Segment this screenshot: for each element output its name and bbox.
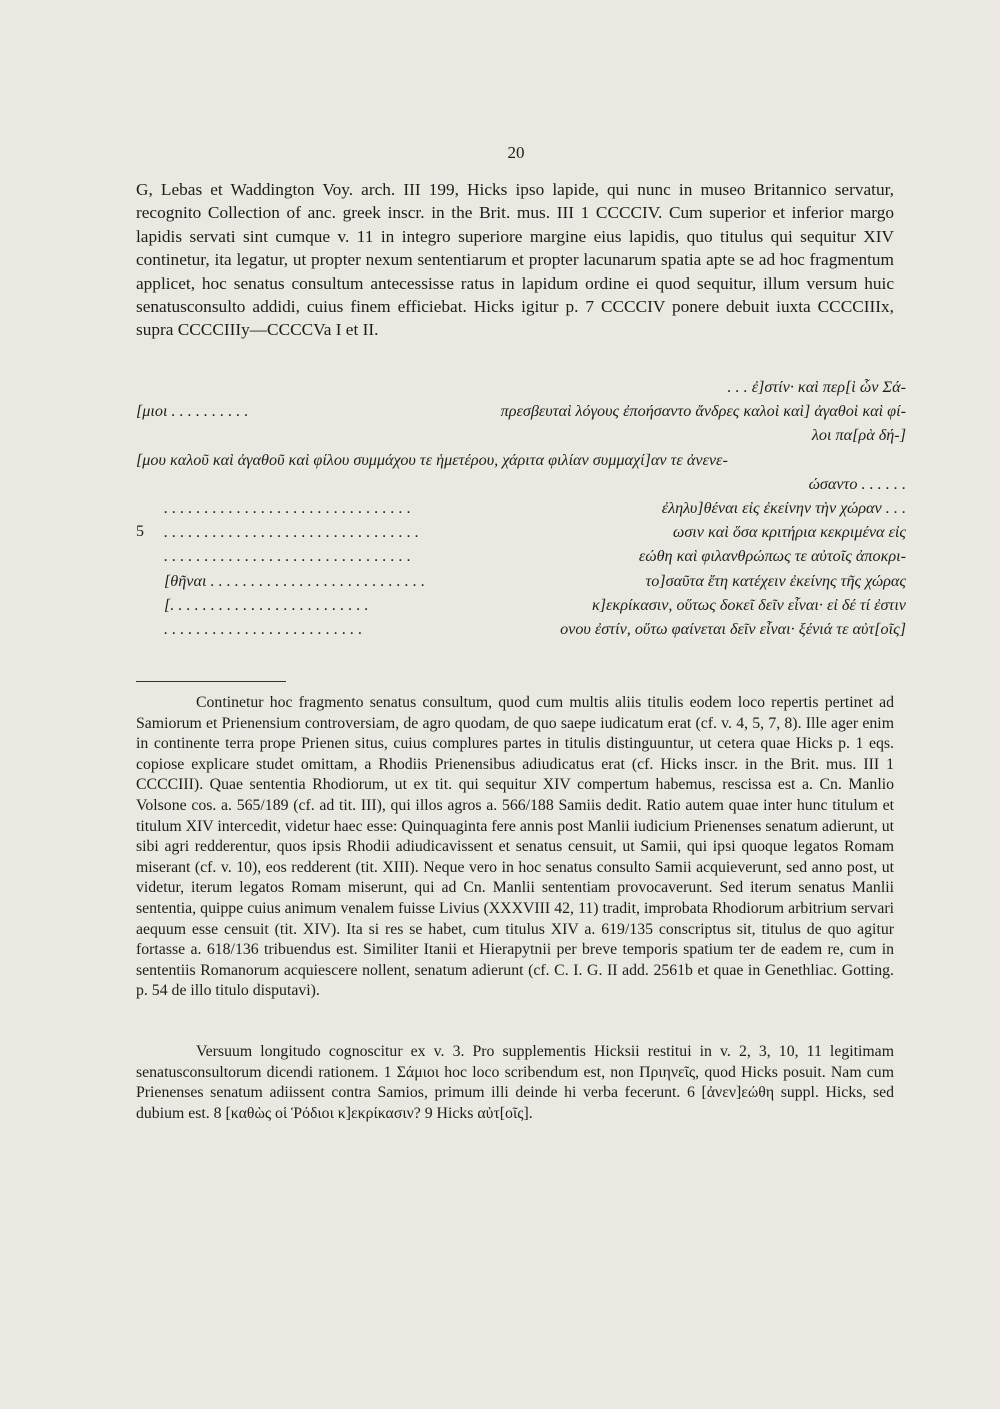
line-left: [θῆναι . . . . . . . . . . . . . . . . . . . . . . . . . . .	[164, 571, 425, 590]
line-right: ώσαντο . . . . . .	[808, 474, 906, 493]
inscription-line	[136, 375, 906, 399]
inscription-line	[136, 617, 906, 641]
line-right: ονου ἐστίν, οὕτω φαίνεται δεῖν εἶναι· ξένιά τε αὐτ[οῖς]	[560, 619, 906, 638]
inscription-line	[136, 569, 906, 593]
line-left: [μιοι . . . . . . . . . .	[136, 402, 249, 421]
line-left: [μου καλοῦ καὶ ἀγαθοῦ καὶ φίλου συμμάχου τε ἡμετέρου, χάριτα φιλίαν συμμαχί]αν τε ἀνενε-	[136, 450, 728, 469]
inscription-line	[136, 399, 906, 423]
line-right: . . . ἐ]στίν· καὶ περ[ὶ ὧν Σά-	[727, 378, 906, 396]
inscription-line	[136, 544, 906, 568]
line-left: . . . . . . . . . . . . . . . . . . . . . . . . . . . . . . .	[164, 547, 411, 566]
line-right: εώθη καὶ φιλανθρώπως τε αὐτοῖς ἀποκρι-	[638, 547, 906, 566]
inscription-line	[136, 472, 906, 496]
line-number: 5	[136, 523, 144, 541]
line-left: . . . . . . . . . . . . . . . . . . . . . . . . .	[164, 619, 363, 638]
inscription-line	[136, 448, 906, 472]
line-left: . . . . . . . . . . . . . . . . . . . . . . . . . . . . . . .	[164, 498, 411, 517]
greek-inscription	[136, 375, 906, 641]
inscription-line	[136, 496, 906, 520]
line-right: το]σαῦτα ἔτη κατέχειν ἐκείνης τῆς χώρας	[645, 571, 906, 590]
inscription-line	[136, 423, 906, 447]
page-number: 20	[507, 143, 525, 162]
inscription-line	[136, 520, 906, 544]
line-right: πρεσβευταὶ λόγους ἐποήσαντο ἄνδρες καλοὶ καὶ] ἀγαθοὶ καὶ φί-	[500, 402, 906, 421]
commentary-paragraph: Continetur hoc fragmento senatus consultum, quod cum multis aliis titulis eodem loco repertis pertinet ad Samiorum et Prienensium controversiam, de agro quodam, de quo saepe iudicatum erat (cf. v. 4, 5, 7, 8). Ille ager enim in continente terra prope Prienen situs, cuius complures partes in titulis distinguuntur, ut cetera quae Hicks p. 1 eqs. copiose explicare studet omittam, a Rhodiis Prienensibus adiudicatus erat (cf. Hicks inscr. in the Brit. mus. III 1 CCCCIII). Quae sententia Rhodiorum, ut ex tit. qui sequitur XIV compertum habemus, rescissa est a. Cn. Manlio Volsone cos. a. 565/189 (cf. ad tit. III), qui illos agros a. 566/188 Samiis dedit. Ratio autem quae inter hunc titulum et titulum XIV intercedit, videtur haec esse: Quinquaginta fere annis post Manlii iudicium Prienenses senatum adierunt, ut sibi agri redderentur, quos ipsis Rhodii adiudicavissent et senatus censuit, ut Samii, qui ipsi quoque legatos Romam miserant (cf. v. 10), eos redderent (tit. XIII). Neque vero in hoc senatus consulto Samii acquieverunt, sed anno post, ut videtur, iterum legatos Romam miserunt, qui ad Cn. Manlii sententiam provocaverunt. Sed iterum senatus Manlii sententia, quippe cuius animum venalem fuisse Livius (XXXVIII 42, 11) tradit, improbata Rhodiorum arbitrium servari aequum esse censuit (tit. XIV). Ita si res se habet, cum titulus XIV a. 619/135 conscriptus sit, titulus de quo agitur fortasse a. 618/136 tribuendus est. Similiter Itanii et Hierapytnii per breve temporis spatium ter de eadem re, cum in sententiis Romanorum acquiescere nollent, senatum adierunt (cf. C. I. G. II add. 2561b et quae in Genethliac. Gotting. p. 54 de illo titulo disputavi).	[136, 694, 894, 1000]
notes-paragraph: Versuum longitudo cognoscitur ex v. 3. Pro supplementis Hicksii restitui in v. 2, 3, 10, 11 legitimam senatusconsultorum dicendi rationem. 1 Σάμιοι hoc loco scribendum est, non Πριηνεῖς, quod Hicks posuit. Nam cum Prienenses senatum adiissent contra Samios, primum illi deinde hi verba fecerunt. 6 [ἀνεν]εώθη suppl. Hicks, sed dubium est. 8 [καθὼς οἱ Ῥόδιοι κ]εκρίκασιν? 9 Hicks αὐτ[οῖς].	[136, 1043, 894, 1122]
inscription-line	[136, 593, 906, 617]
footnote-rule	[136, 681, 286, 682]
line-right: λοι πα[ρὰ δή-]	[811, 426, 906, 445]
intro-paragraph: G, Lebas et Waddington Voy. arch. III 199, Hicks ipso lapide, qui nunc in museo Britannico servatur, recognito Collection of anc. greek inscr. in the Brit. mus. III 1 CCCCIV. Cum superior et inferior margo lapidis servati sint cumque v. 11 in integro superiore margine eius lapidis, quo titulus qui sequitur XIV continetur, ita legatur, ut propter nexum sententiarum et propter lacunarum spatia apte se ad hoc fragmentum applicet, hoc senatus consultum antecessisse ratus in lapidum ordine ei quod sequitur, illum versum huic senatusconsulto addidi, cuius finem efficiebat. Hicks igitur p. 7 CCCCIV ponere debuit iuxta CCCCIIIx, supra CCCCIIIy—CCCCVa I et II.	[136, 180, 894, 340]
line-right: κ]εκρίκασιν, οὕτως δοκεῖ δεῖν εἶναι· εἰ δέ τί ἐστιν	[591, 595, 906, 614]
line-left: [. . . . . . . . . . . . . . . . . . . . . . . . .	[164, 595, 369, 614]
line-right: ωσιν καὶ ὅσα κριτήρια κεκριμένα εἰς	[672, 523, 906, 542]
line-left: . . . . . . . . . . . . . . . . . . . . . . . . . . . . . . . .	[164, 523, 419, 542]
line-right: ἐληλυ]θέναι εἰς ἐκείνην τὴν χώραν . . .	[661, 498, 906, 517]
